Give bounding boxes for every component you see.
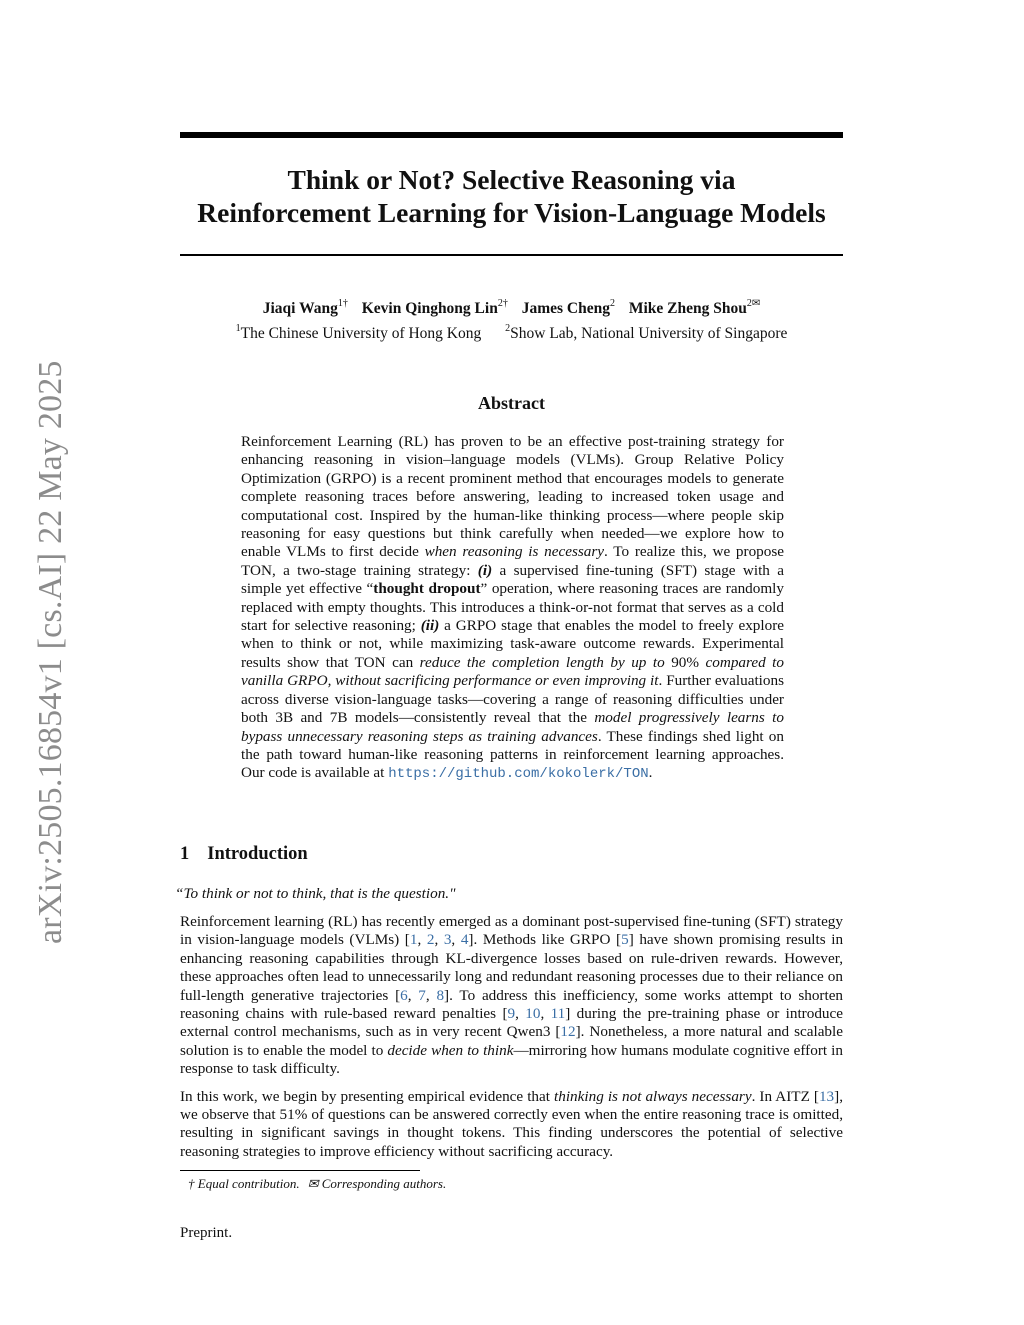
citation-link[interactable]: 3 <box>443 931 452 949</box>
code-link[interactable]: https://github.com/kokolerk/TON <box>388 766 649 783</box>
citation-link[interactable]: 10 <box>525 1005 541 1023</box>
paragraph: In this work, we begin by presenting empirical evidence that thinking is not always necessary. In AITZ [13], we observe that 51% of questions can be answered correctly even when the entire reasoning trace is omitted, resulting in significant savings in thought tokens. This finding underscores the potential of selective reasoning strategies to improve efficiency without sacrificing accuracy. <box>180 1087 843 1160</box>
epigraph-quote: “To think or not to think, that is the question." <box>175 885 456 902</box>
author: Kevin Qinghong Lin$^{2\dagger}$ <box>361 298 508 317</box>
paragraph: Reinforcement learning (RL) has recently emerged as a dominant post-supervised fine-tuning (SFT) strategy in vision-language models (VLMs) [1, 2, 3, 4]. Methods like GRPO [5] have shown promising results in enhancing reasoning capabilities through KL-divergence losses based on rule-driven rewards. However, these approaches often lead to unnecessarily long and redundant reasoning processes due to their reliance on full-length generative trajectories [6, 7, 8]. To address this inefficiency, some works attempt to shorten reasoning chains with rule-based reward penalties [9, 10, 11] during the pre-training phase or introduce external control mechanisms, such as in very recent Qwen3 [12]. Nonetheless, a more natural and scalable solution is to enable the model to decide when to think—mirroring how humans modulate cognitive effort in response to task difficulty. <box>180 913 844 1078</box>
citation-link[interactable]: 6 <box>400 986 408 1004</box>
citation-link[interactable]: 9 <box>507 1005 516 1023</box>
citation-link[interactable]: 8 <box>436 986 445 1004</box>
preprint-label: Preprint. <box>180 1225 233 1241</box>
title-line-1: Think or Not? Selective Reasoning via <box>287 164 736 195</box>
abstract-body: Reinforcement Learning (RL) has proven to be an effective post-training strategy for enhancing reasoning in vision–language models (VLMs). Group Relative Policy Optimization (GRPO) is a recent prominent method that encourages models to generate complete reasoning traces before answering, leading to increased token usage and computational cost. Inspired by the human-like thinking process—where people skip reasoning for easy questions but think carefully when needed—we explore how to enable VLMs to first decide when reasoning is necessary. To realize this, we propose TON, a two-stage training strategy: (i) a supervised fine-tuning (SFT) stage with a simple yet effective “thought dropout” operation, where reasoning traces are randomly replaced with empty thoughts. This introduces a think-or-not format that serves as a cold start for selective reasoning; (ii) a GRPO stage that enables the model to freely explore when to think or not, while maximizing task-aware outcome rewards. Experimental results show that TON can reduce the completion length by up to 90% compared to vanilla GRPO, without sacrificing performance or even improving it. Further evaluations across diverse vision-language tasks—covering a range of reasoning difficulties under both 3B and 7B models—consistently reveal that the model progressively learns to bypass unnecessary reasoning steps as training advances. These findings shed light on the path toward human-like reasoning patterns in reinforcement learning approaches. Our code is available at https://github.com/kokolerk/TON. <box>241 433 784 783</box>
citation-link[interactable]: 13 <box>818 1087 835 1105</box>
citation-link[interactable]: 2 <box>426 931 435 949</box>
author: James Cheng$^2$ <box>521 298 615 317</box>
title-top-rule <box>180 132 843 138</box>
introduction-body <box>180 913 843 1170</box>
arxiv-identifier: arXiv:2505.16854v1 [cs.AI] 22 May 2025 <box>32 360 69 944</box>
paper-title <box>180 163 843 229</box>
section-heading-introduction: 1 Introduction <box>180 844 308 864</box>
title-line-2: Reinforcement Learning for Vision-Language Models <box>197 197 826 228</box>
author-list <box>180 299 843 319</box>
footnote-rule <box>180 1170 420 1171</box>
footnote: † Equal contribution. ✉ Corresponding authors. <box>188 1176 447 1191</box>
citation-link[interactable]: 11 <box>550 1005 566 1023</box>
citation-link[interactable]: 1 <box>409 931 418 949</box>
author: Jiaqi Wang$^{1\dagger}$ <box>262 298 348 317</box>
citation-link[interactable]: 7 <box>418 986 426 1004</box>
author: Mike Zheng Shou$^{2✉}$ <box>628 298 761 317</box>
citation-link[interactable]: 4 <box>460 931 469 949</box>
title-bottom-rule <box>180 254 843 256</box>
affiliation: $^1$The Chinese University of Hong Kong <box>235 323 482 342</box>
abstract-heading: Abstract <box>478 393 545 413</box>
affiliation: $^2$Show Lab, National University of Singapore <box>505 323 788 342</box>
affiliation-list <box>180 324 843 344</box>
citation-link[interactable]: 5 <box>621 931 629 949</box>
citation-link[interactable]: 12 <box>560 1023 576 1041</box>
